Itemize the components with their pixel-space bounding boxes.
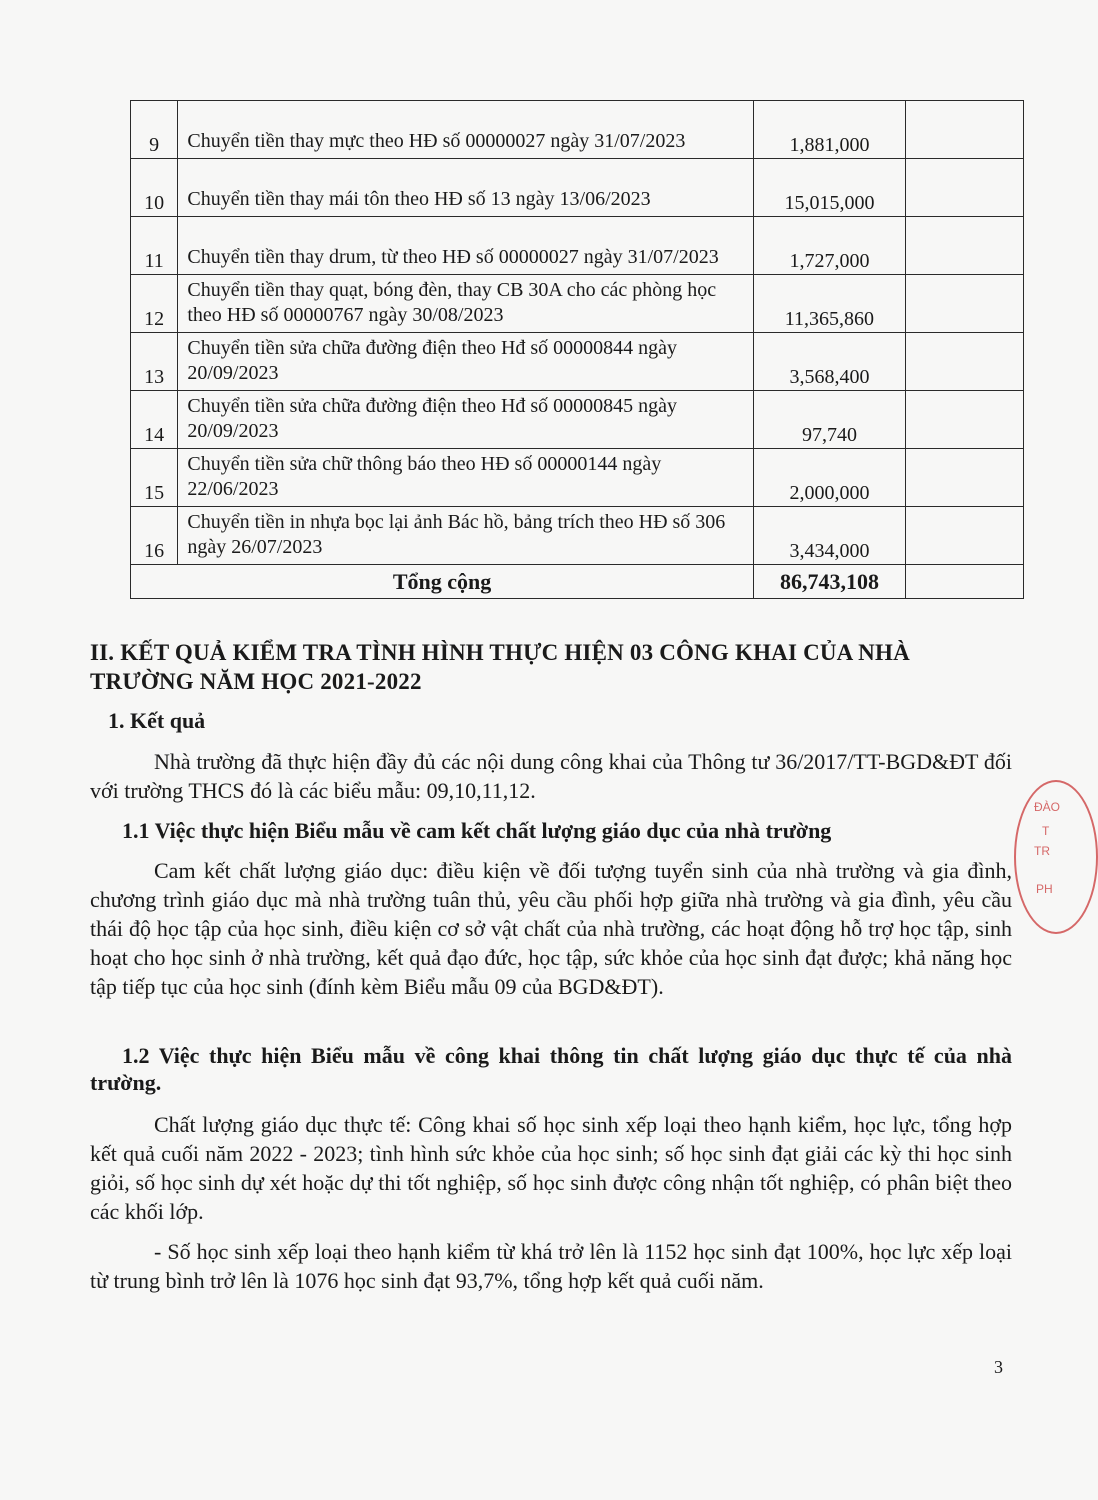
table-row — [131, 507, 1024, 565]
row-description: Chuyển tiền sửa chữa đường điện theo Hđ số 00000845 ngày 20/09/2023 — [178, 391, 754, 449]
row-description: Chuyển tiền thay mái tôn theo HĐ số 13 ngày 13/06/2023 — [178, 159, 754, 217]
row-amount: 1,881,000 — [754, 101, 906, 159]
subsection-heading-commitment: 1.1 Việc thực hiện Biểu mẫu về cam kết chất lượng giáo dục của nhà trường — [122, 818, 832, 843]
row-number: 9 — [131, 101, 178, 159]
subsection-heading-results: 1. Kết quả — [108, 708, 206, 733]
table-row — [131, 333, 1024, 391]
total-note — [905, 565, 1023, 599]
row-number: 15 — [131, 449, 178, 507]
row-amount: 11,365,860 — [754, 275, 906, 333]
row-note — [905, 275, 1023, 333]
paragraph-quality — [90, 1110, 1012, 1226]
section-heading: II. KẾT QUẢ KIỂM TRA TÌNH HÌNH THỰC HIỆN 03 CÔNG KHAI CỦA NHÀ TRƯỜNG NĂM HỌC 2021-2022 — [90, 640, 910, 694]
row-amount: 2,000,000 — [754, 449, 906, 507]
row-amount: 3,568,400 — [754, 333, 906, 391]
row-description: Chuyển tiền thay drum, từ theo HĐ số 00000027 ngày 31/07/2023 — [178, 217, 754, 275]
table-row — [131, 217, 1024, 275]
row-number: 13 — [131, 333, 178, 391]
row-note — [905, 391, 1023, 449]
row-amount: 97,740 — [754, 391, 906, 449]
row-description: Chuyển tiền thay quạt, bóng đèn, thay CB 30A cho các phòng học theo HĐ số 00000767 ngày 30/08/2023 — [178, 275, 754, 333]
seal-stamp-icon: ĐÀO T TR PH — [1014, 780, 1098, 934]
row-note — [905, 333, 1023, 391]
row-number: 16 — [131, 507, 178, 565]
row-amount: 15,015,000 — [754, 159, 906, 217]
row-description: Chuyển tiền sửa chữ thông báo theo HĐ số 00000144 ngày 22/06/2023 — [178, 449, 754, 507]
row-description: Chuyển tiền in nhựa bọc lại ảnh Bác hồ, bảng trích theo HĐ số 306 ngày 26/07/2023 — [178, 507, 754, 565]
paragraph-text: Chất lượng giáo dục thực tế: Công khai số học sinh xếp loại theo hạnh kiểm, học lực, tổng hợp kết quả cuối năm 2022 - 2023; tình hình sức khỏe của học sinh; số học sinh đạt giải các kỳ thi học sinh giỏi, số học sinh dự xét hoặc dự thi tốt nghiệp, số học sinh được công nhận tốt nghiệp, có phân biệt theo các khối lớp. — [90, 1112, 1012, 1224]
table-row — [131, 275, 1024, 333]
paragraph-commitment — [90, 856, 1012, 1001]
row-note — [905, 159, 1023, 217]
expense-table-body — [131, 101, 1024, 599]
expense-table — [130, 100, 1024, 599]
row-amount: 1,727,000 — [754, 217, 906, 275]
heading-text: 1.2 Việc thực hiện Biểu mẫu về công khai thông tin chất lượng giáo dục thực tế của nhà trường. — [90, 1043, 1012, 1095]
row-note — [905, 217, 1023, 275]
total-label: Tổng cộng — [131, 565, 754, 599]
row-amount: 3,434,000 — [754, 507, 906, 565]
row-note — [905, 449, 1023, 507]
paragraph-results — [90, 747, 1012, 805]
subsection-heading-quality — [90, 1042, 1012, 1096]
row-number: 12 — [131, 275, 178, 333]
row-note — [905, 101, 1023, 159]
row-note — [905, 507, 1023, 565]
paragraph-text: Cam kết chất lượng giáo dục: điều kiện về đối tượng tuyển sinh của nhà trường và gia đình, chương trình giáo dục mà nhà trường tuân thủ, yêu cầu phối hợp giữa nhà trường và gia đình, yêu cầu thái độ học tập của học sinh, điều kiện cơ sở vật chất của nhà trường, các hoạt động hỗ trợ học tập, sinh hoạt cho học sinh ở nhà trường, kết quả đạo đức, học tập, sức khỏe của học sinh đạt được; khả năng học tập tiếp tục của học sinh (đính kèm Biểu mẫu 09 của BGD&ĐT). — [90, 858, 1012, 999]
row-description: Chuyển tiền sửa chữa đường điện theo Hđ số 00000844 ngày 20/09/2023 — [178, 333, 754, 391]
row-description: Chuyển tiền thay mực theo HĐ số 00000027 ngày 31/07/2023 — [178, 101, 754, 159]
paragraph-text: - Số học sinh xếp loại theo hạnh kiểm từ khá trở lên là 1152 học sinh đạt 100%, học lực xếp loại từ trung bình trở lên là 1076 học sinh đạt 93,7%, tổng hợp kết quả cuối năm. — [90, 1239, 1012, 1293]
table-row — [131, 101, 1024, 159]
row-number: 11 — [131, 217, 178, 275]
table-row — [131, 449, 1024, 507]
table-row — [131, 391, 1024, 449]
row-number: 14 — [131, 391, 178, 449]
page-number: 3 — [994, 1357, 1003, 1377]
table-row — [131, 159, 1024, 217]
total-amount: 86,743,108 — [754, 565, 906, 599]
paragraph-conduct — [90, 1237, 1012, 1295]
total-row — [131, 565, 1024, 599]
row-number: 10 — [131, 159, 178, 217]
paragraph-text: Nhà trường đã thực hiện đầy đủ các nội dung công khai của Thông tư 36/2017/TT-BGD&ĐT đối với trường THCS đó là các biểu mẫu: 09,10,11,12. — [90, 749, 1012, 803]
